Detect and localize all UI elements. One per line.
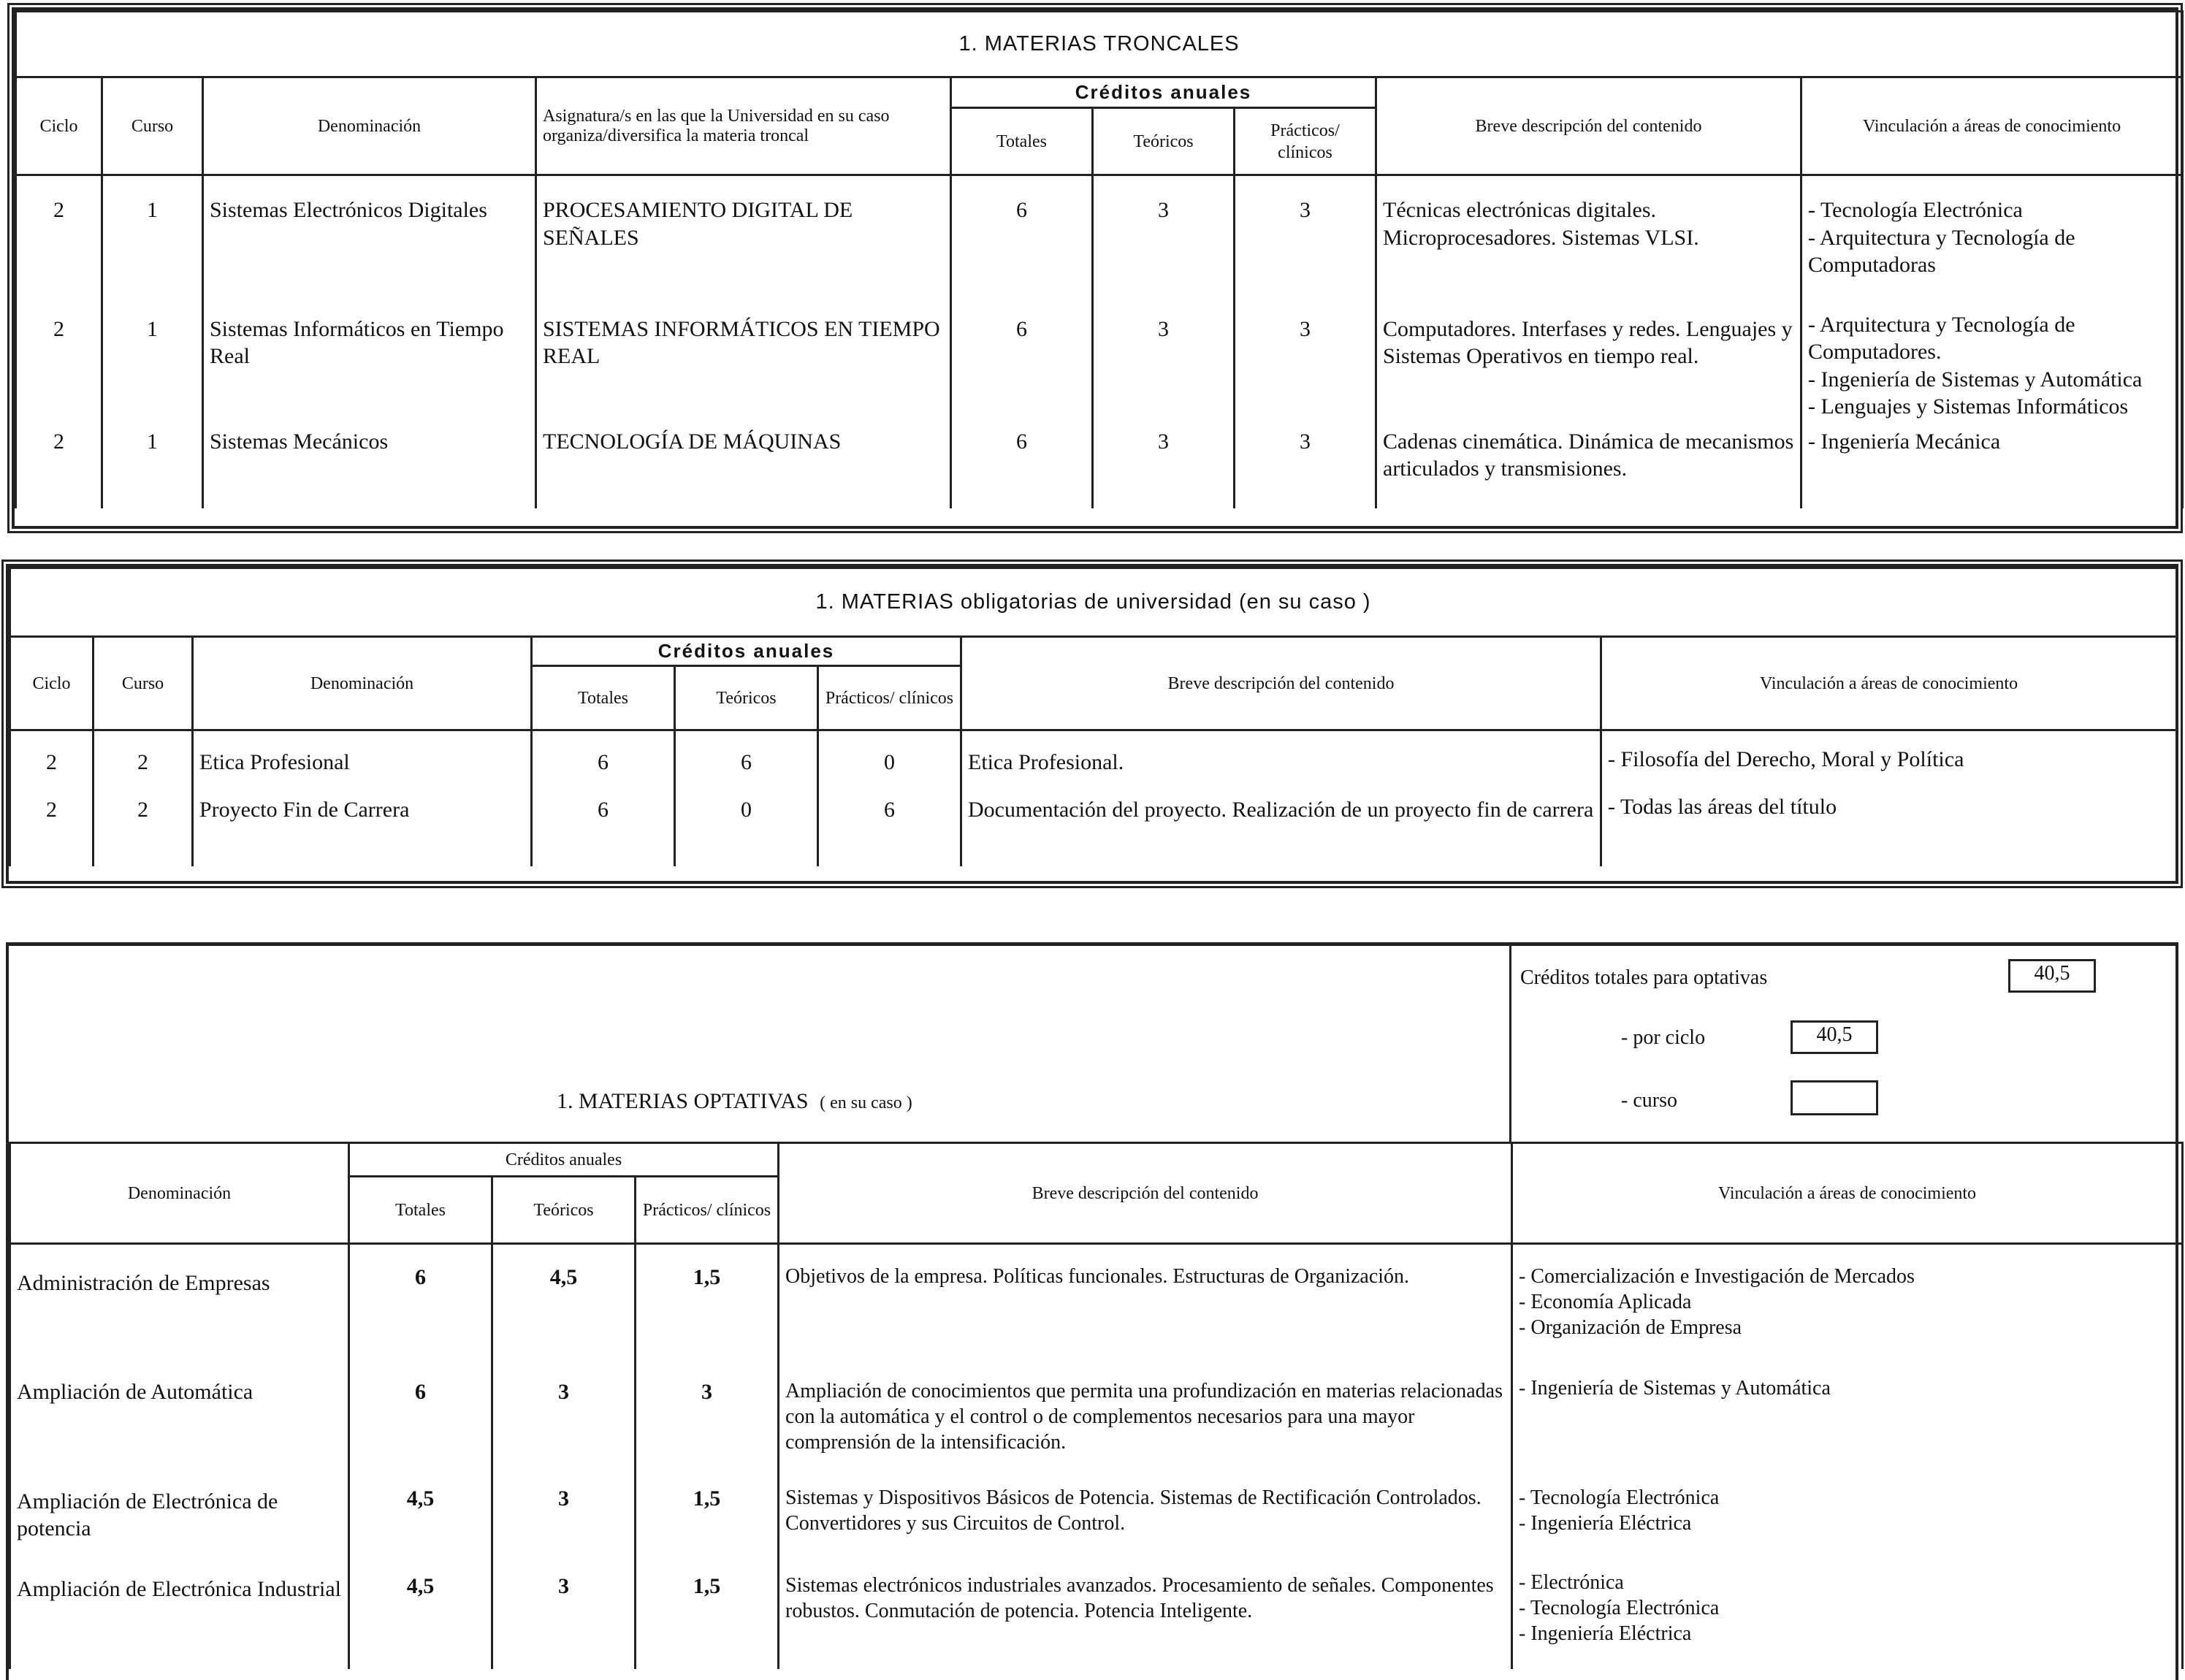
cell-curso: 1 xyxy=(102,421,203,508)
cell-curso: 1 xyxy=(102,175,203,295)
cell-descripcion: Etica Profesional. xyxy=(961,730,1601,790)
cell-practicos: 1,5 xyxy=(636,1567,779,1669)
cell-teoricos: 3 xyxy=(492,1361,636,1478)
cell-denominacion: Etica Profesional xyxy=(193,730,532,790)
header-creditos: Créditos anuales xyxy=(532,637,961,666)
header-vinculacion: Vinculación a áreas de conocimiento xyxy=(1801,77,2183,175)
header-ciclo: Ciclo xyxy=(10,637,94,730)
por-ciclo-value: 40,5 xyxy=(1791,1020,1878,1054)
cell-vinculacion xyxy=(1801,175,2183,295)
header-vinculacion: Vinculación a áreas de conocimiento xyxy=(1512,1143,2183,1244)
cell-vinculacion xyxy=(1512,1244,2183,1361)
cell-descripcion: Cadenas cinemática. Dinámica de mecanismos articulados y transmisiones. xyxy=(1376,421,1801,508)
vinculacion-line: - Ingeniería Eléctrica xyxy=(1519,1511,1692,1535)
cell-teoricos: 6 xyxy=(675,730,818,790)
cell-descripcion: Objetivos de la empresa. Políticas funcionales. Estructuras de Organización. xyxy=(779,1244,1512,1361)
curso-value xyxy=(1791,1080,1878,1115)
table-row xyxy=(16,421,2183,508)
cell-teoricos: 4,5 xyxy=(492,1244,636,1361)
optativas-header-left xyxy=(9,946,1511,1142)
cell-vinculacion xyxy=(1801,295,2183,421)
cell-totales: 6 xyxy=(349,1244,492,1361)
table-row xyxy=(10,1244,2183,1361)
header-curso: Curso xyxy=(94,637,193,730)
header-practicos: Prácticos/ clínicos xyxy=(818,666,961,730)
cell-teoricos: 0 xyxy=(675,790,818,866)
obligatorias-table xyxy=(9,567,2178,866)
optativas-title-text: 1. MATERIAS OPTATIVAS xyxy=(557,1089,809,1113)
table-row xyxy=(10,790,2177,866)
curso-label: - curso xyxy=(1621,1089,1677,1112)
header-totales: Totales xyxy=(532,666,675,730)
cell-vinculacion: - Filosofía del Derecho, Moral y Política xyxy=(1601,730,2177,790)
header-descripcion: Breve descripción del contenido xyxy=(1376,77,1801,175)
cell-ciclo: 2 xyxy=(16,175,102,295)
cell-denominacion: Sistemas Mecánicos xyxy=(203,421,536,508)
cell-vinculacion xyxy=(1512,1361,2183,1478)
cell-denominacion: Sistemas Electrónicos Digitales xyxy=(203,175,536,295)
cell-teoricos: 3 xyxy=(492,1567,636,1669)
cell-practicos: 0 xyxy=(818,730,961,790)
cell-denominacion: Proyecto Fin de Carrera xyxy=(193,790,532,866)
header-totales: Totales xyxy=(349,1177,492,1244)
header-curso: Curso xyxy=(102,77,203,175)
cell-vinculacion xyxy=(1512,1567,2183,1669)
header-denominacion: Denominación xyxy=(193,637,532,730)
cell-teoricos: 3 xyxy=(492,1478,636,1567)
cell-denominacion: Ampliación de Electrónica Industrial xyxy=(10,1567,349,1669)
header-practicos: Prácticos/ clínicos xyxy=(1235,108,1376,175)
cell-teoricos: 3 xyxy=(1093,175,1235,295)
header-asignatura: Asignatura/s en las que la Universidad en su caso organiza/diversifica la materia troncal xyxy=(536,77,951,175)
cell-descripcion: Computadores. Interfases y redes. Lenguajes y Sistemas Operativos en tiempo real. xyxy=(1376,295,1801,421)
cell-curso: 1 xyxy=(102,295,203,421)
cell-descripcion: Técnicas electrónicas digitales. Microprocesadores. Sistemas VLSI. xyxy=(1376,175,1801,295)
table-row xyxy=(10,730,2177,790)
cell-practicos: 6 xyxy=(818,790,961,866)
cell-vinculacion xyxy=(1801,421,2183,508)
cell-teoricos: 3 xyxy=(1093,295,1235,421)
cell-practicos: 3 xyxy=(1235,421,1376,508)
vinculacion-line: - Ingeniería de Sistemas y Automática xyxy=(1519,1376,1831,1400)
cell-descripcion: Ampliación de conocimientos que permita una profundización en materias relacionadas con la automática y el control o de complementos necesarios para una mayor comprensión de la intensificación. xyxy=(779,1361,1512,1478)
obligatorias-panel xyxy=(6,564,2178,884)
cell-denominacion: Administración de Empresas xyxy=(10,1244,349,1361)
troncales-table xyxy=(15,10,2184,508)
header-denominacion: Denominación xyxy=(10,1143,349,1244)
cell-totales: 6 xyxy=(951,421,1093,508)
table-row xyxy=(16,175,2183,295)
cell-teoricos: 3 xyxy=(1093,421,1235,508)
optativas-table xyxy=(9,1142,2184,1669)
header-teoricos: Teóricos xyxy=(675,666,818,730)
table-row xyxy=(16,295,2183,421)
cell-practicos: 1,5 xyxy=(636,1244,779,1361)
header-descripcion: Breve descripción del contenido xyxy=(779,1143,1512,1244)
optativas-title-suffix: ( en su caso ) xyxy=(820,1093,912,1112)
cell-vinculacion xyxy=(1512,1478,2183,1567)
vinculacion-line: - Economía Aplicada xyxy=(1519,1291,1692,1313)
vinculacion-line: - Ingeniería Eléctrica xyxy=(1519,1622,1692,1645)
cell-totales: 4,5 xyxy=(349,1478,492,1567)
vinculacion-line: - Lenguajes y Sistemas Informáticos xyxy=(1808,394,2129,419)
troncales-panel xyxy=(12,7,2178,529)
cell-descripcion: Sistemas y Dispositivos Básicos de Potencia. Sistemas de Rectificación Controlados. Convertidores y sus Circuitos de Control. xyxy=(779,1478,1512,1567)
header-teoricos: Teóricos xyxy=(1093,108,1235,175)
table-row xyxy=(10,1361,2183,1478)
creditos-totales-label: Créditos totales para optativas xyxy=(1520,966,1768,989)
header-teoricos: Teóricos xyxy=(492,1177,636,1244)
cell-curso: 2 xyxy=(94,730,193,790)
header-creditos: Créditos anuales xyxy=(951,77,1376,108)
cell-ciclo: 2 xyxy=(16,295,102,421)
optativas-panel xyxy=(6,942,2178,1680)
cell-denominacion: Ampliación de Automática xyxy=(10,1361,349,1478)
vinculacion-line: - Tecnología Electrónica xyxy=(1519,1596,1720,1619)
cell-totales: 6 xyxy=(951,295,1093,421)
header-practicos: Prácticos/ clínicos xyxy=(636,1177,779,1244)
cell-practicos: 3 xyxy=(1235,295,1376,421)
cell-practicos: 3 xyxy=(636,1361,779,1478)
cell-totales: 6 xyxy=(951,175,1093,295)
header-ciclo: Ciclo xyxy=(16,77,102,175)
cell-asignatura: SISTEMAS INFORMÁTICOS EN TIEMPO REAL xyxy=(536,295,951,421)
cell-descripcion: Sistemas electrónicos industriales avanzados. Procesamiento de señales. Componentes robustos. Conmutación de potencia. Potencia Inteligente. xyxy=(779,1567,1512,1669)
vinculacion-line: - Ingeniería Mecánica xyxy=(1808,429,2001,454)
troncales-title: 1. MATERIAS TRONCALES xyxy=(16,12,2183,77)
cell-ciclo: 2 xyxy=(10,790,94,866)
table-row xyxy=(10,1567,2183,1669)
cell-asignatura: TECNOLOGÍA DE MÁQUINAS xyxy=(536,421,951,508)
cell-ciclo: 2 xyxy=(10,730,94,790)
cell-practicos: 1,5 xyxy=(636,1478,779,1567)
header-vinculacion: Vinculación a áreas de conocimiento xyxy=(1601,637,2177,730)
cell-vinculacion: - Todas las áreas del título xyxy=(1601,790,2177,866)
por-ciclo-label: - por ciclo xyxy=(1621,1026,1706,1049)
cell-totales: 4,5 xyxy=(349,1567,492,1669)
vinculacion-line: - Tecnología Electrónica xyxy=(1519,1486,1720,1509)
creditos-totales-value: 40,5 xyxy=(2008,959,2096,993)
cell-denominacion: Ampliación de Electrónica de potencia xyxy=(10,1478,349,1567)
cell-totales: 6 xyxy=(349,1361,492,1478)
header-denominacion: Denominación xyxy=(203,77,536,175)
optativas-credits-box xyxy=(1511,946,2181,1142)
obligatorias-title: 1. MATERIAS obligatorias de universidad (en su caso ) xyxy=(10,568,2177,637)
cell-descripcion: Documentación del proyecto. Realización de un proyecto fin de carrera xyxy=(961,790,1601,866)
vinculacion-line: - Arquitectura y Tecnología de Computadores. xyxy=(1808,312,2075,364)
cell-denominacion: Sistemas Informáticos en Tiempo Real xyxy=(203,295,536,421)
cell-totales: 6 xyxy=(532,790,675,866)
cell-asignatura: PROCESAMIENTO DIGITAL DE SEÑALES xyxy=(536,175,951,295)
vinculacion-line: - Arquitectura y Tecnología de Computadoras xyxy=(1808,225,2075,277)
cell-totales: 6 xyxy=(532,730,675,790)
cell-curso: 2 xyxy=(94,790,193,866)
header-descripcion: Breve descripción del contenido xyxy=(961,637,1601,730)
vinculacion-line: - Electrónica xyxy=(1519,1570,1624,1594)
cell-ciclo: 2 xyxy=(16,421,102,508)
header-totales: Totales xyxy=(951,108,1093,175)
header-creditos: Créditos anuales xyxy=(349,1143,779,1177)
table-row xyxy=(10,1478,2183,1567)
cell-practicos: 3 xyxy=(1235,175,1376,295)
optativas-table-wrap xyxy=(9,1142,2176,1669)
vinculacion-line: - Organización de Empresa xyxy=(1519,1316,1742,1339)
vinculacion-line: - Comercialización e Investigación de Mercados xyxy=(1519,1265,1915,1288)
vinculacion-line: - Tecnología Electrónica xyxy=(1808,198,2023,222)
vinculacion-line: - Ingeniería de Sistemas y Automática xyxy=(1808,367,2143,392)
optativas-title xyxy=(557,1089,912,1114)
